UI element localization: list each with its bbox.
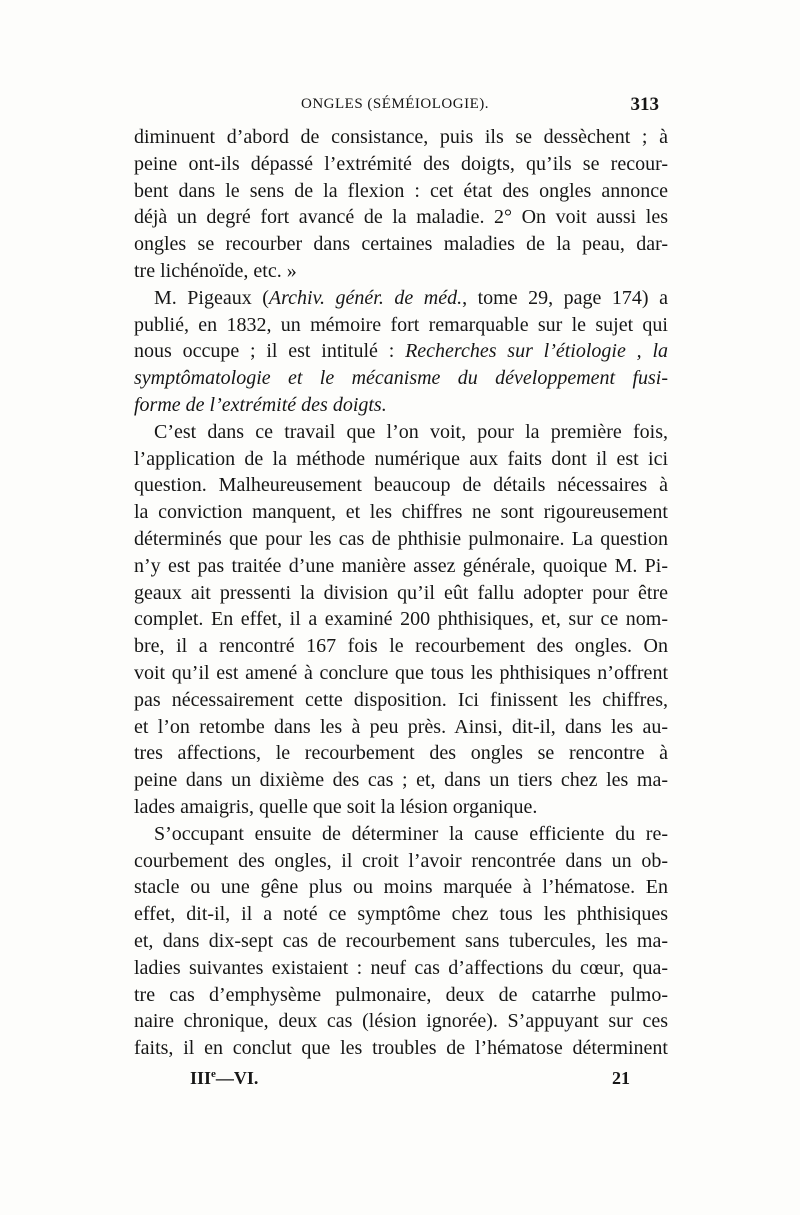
body-text	[134, 124, 668, 1062]
text-line: lades amaigris, quelle que soit la lésion organique.	[134, 795, 538, 818]
memoir-title: forme de l’extrémité des doigts.	[134, 393, 387, 416]
text-line: peine ont-ils dépassé l’extrémité des doigts, qu’ils se recour-	[134, 152, 668, 175]
text-line: geaux ait pressenti la division qu’il eût fallu adopter pour être	[134, 581, 668, 604]
text-line: publié, en 1832, un mémoire fort remarquable sur le sujet qui	[134, 313, 668, 336]
text-line: ladies suivantes existaient : neuf cas d’affections du cœur, qua-	[134, 956, 668, 979]
memoir-title: Recherches sur l’étiologie , la	[405, 340, 668, 363]
signature-mark	[190, 1068, 258, 1089]
text-line: complet. En effet, il a examiné 200 phthisiques, et, sur ce nom-	[134, 608, 668, 631]
text-line: C’est dans ce travail que l’on voit, pour la première fois,	[154, 420, 668, 443]
text-line: question. Malheureusement beaucoup de détails nécessaires à	[134, 474, 668, 497]
signature-superscript: e	[211, 1068, 216, 1080]
text-line: pas nécessairement cette disposition. Ici finissent les chiffres,	[134, 688, 668, 711]
page-number: 313	[630, 94, 659, 115]
text-segment: M. Pigeaux (	[154, 286, 269, 309]
text-line	[134, 285, 668, 312]
text-line	[134, 338, 668, 365]
text-line: tres affections, le recourbement des ongles se rencontre à	[134, 742, 668, 765]
text-line: S’occupant ensuite de déterminer la cause efficiente du re-	[154, 822, 668, 845]
text-line: déjà un degré fort avancé de la maladie. 2° On voit aussi les	[134, 206, 668, 229]
text-line: n’y est pas traitée d’une manière assez générale, quoique M. Pi-	[134, 554, 668, 577]
text-line: effet, dit-il, il a noté ce symptôme chez tous les phthisiques	[134, 903, 668, 926]
text-line: bre, il a rencontré 167 fois le recourbement des ongles. On	[134, 635, 668, 658]
signature-sheet: —VI.	[215, 1068, 259, 1088]
page-footer	[190, 1068, 630, 1094]
running-head	[135, 94, 659, 120]
journal-title: Archiv. génér. de méd.	[268, 286, 463, 309]
memoir-title: symptômatologie et le mécanisme du développement fusi-	[134, 367, 668, 390]
text-line: déterminés que pour les cas de phthisie pulmonaire. La question	[134, 527, 668, 550]
running-title: ONGLES (SÉMÉIOLOGIE).	[301, 96, 489, 112]
text-line	[134, 365, 668, 392]
text-line	[134, 392, 668, 419]
text-line: peine dans un dixième des cas ; et, dans un tiers chez les ma-	[134, 769, 668, 792]
text-line: faits, il en conclut que les troubles de l’hématose déterminent	[134, 1037, 668, 1060]
text-line: l’application de la méthode numérique aux faits dont il est ici	[134, 447, 668, 470]
text-line: bent dans le sens de la flexion : cet état des ongles annonce	[134, 179, 668, 202]
text-line: tre lichénoïde, etc. »	[134, 259, 297, 282]
text-line: la conviction manquent, et les chiffres ne sont rigoureusement	[134, 501, 668, 524]
text-segment: nous occupe ; il est intitulé :	[134, 340, 406, 363]
text-line: stacle ou une gêne plus ou moins marquée à l’hématose. En	[134, 876, 668, 899]
signature-volume: III	[190, 1068, 212, 1088]
text-line: naire chronique, deux cas (lésion ignorée). S’appuyant sur ces	[134, 1010, 668, 1033]
text-line: ongles se recourber dans certaines maladies de la peau, dar-	[134, 233, 668, 256]
text-line: et l’on retombe dans les à peu près. Ainsi, dit-il, dans les au-	[134, 715, 668, 738]
text-line: et, dans dix-sept cas de recourbement sans tubercules, les ma-	[134, 929, 668, 952]
text-line: voit qu’il est amené à conclure que tous les phthisiques n’offrent	[134, 661, 668, 684]
text-line: courbement des ongles, il croit l’avoir rencontrée dans un ob-	[134, 849, 668, 872]
text-segment: , tome 29, page 174) a	[462, 286, 668, 309]
text-line: tre cas d’emphysème pulmonaire, deux de catarrhe pulmo-	[134, 983, 668, 1006]
sheet-number: 21	[612, 1068, 630, 1088]
text-line: diminuent d’abord de consistance, puis ils se dessèchent ; à	[134, 126, 668, 148]
